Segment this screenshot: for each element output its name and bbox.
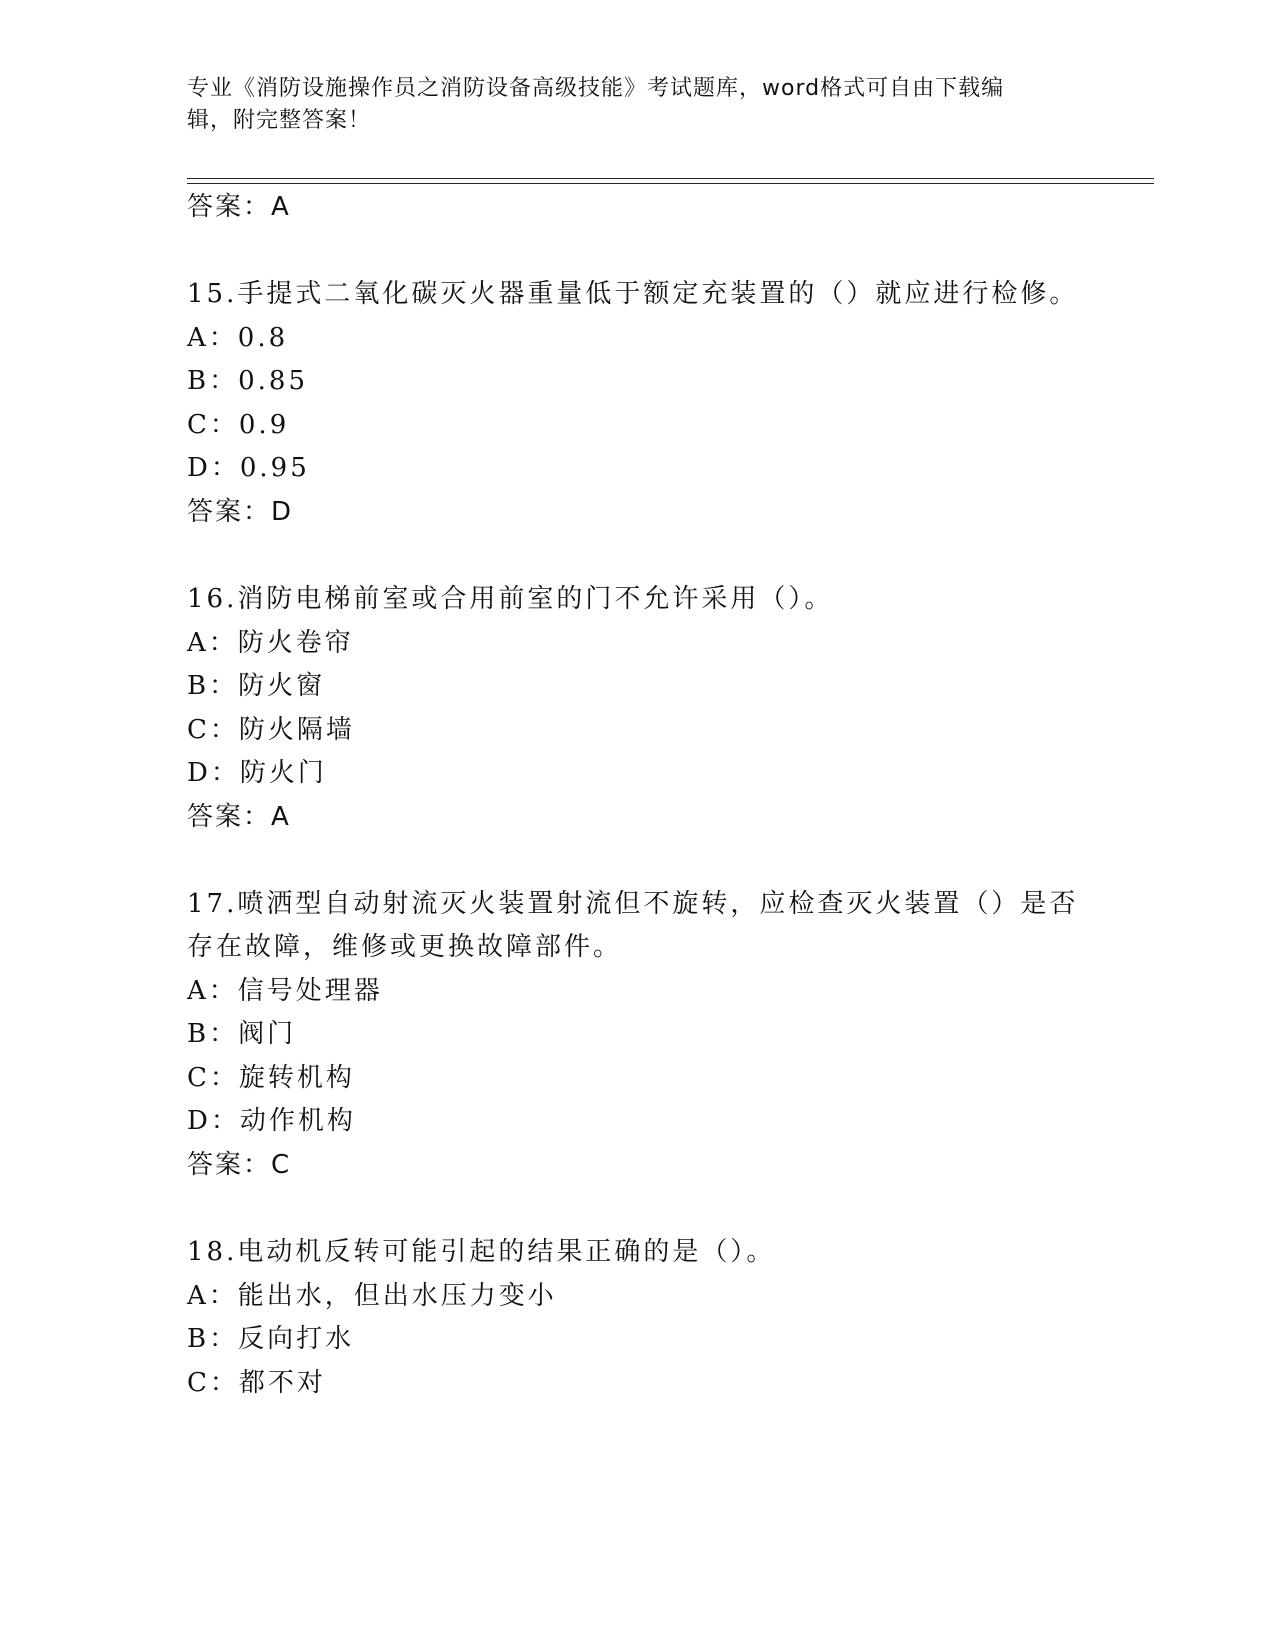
question-16-option-c: C：防火隔墙 bbox=[187, 715, 355, 745]
question-15-option-d: D：0.95 bbox=[187, 453, 310, 483]
header-line-2: 辑，附完整答案！ bbox=[187, 108, 372, 133]
question-15-answer: 答案：D bbox=[187, 497, 294, 527]
question-16-stem: 16.消防电梯前室或合用前室的门不允许采用（）。 bbox=[187, 584, 834, 614]
question-17-option-a: A：信号处理器 bbox=[187, 976, 383, 1006]
question-17-option-b: B：阀门 bbox=[187, 1019, 297, 1049]
question-18-option-b: B：反向打水 bbox=[187, 1324, 355, 1354]
question-17-option-c: C：旋转机构 bbox=[187, 1063, 355, 1093]
question-16-option-d: D：防火门 bbox=[187, 758, 327, 788]
question-16-option-b: B：防火窗 bbox=[187, 671, 326, 701]
question-15-option-c: C：0.9 bbox=[187, 410, 290, 440]
header-divider-top bbox=[187, 178, 1154, 179]
question-17-answer: 答案：C bbox=[187, 1150, 292, 1180]
question-17-option-d: D：动作机构 bbox=[187, 1106, 356, 1136]
question-16-option-a: A：防火卷帘 bbox=[187, 628, 354, 658]
question-17-stem-line-1: 17.喷洒型自动射流灭火装置射流但不旋转，应检查灭火装置（）是否 bbox=[187, 889, 1079, 919]
question-16-answer: 答案：A bbox=[187, 802, 291, 832]
question-15-stem: 15.手提式二氧化碳灭火器重量低于额定充装置的（）就应进行检修。 bbox=[187, 279, 1079, 309]
answer-previous: 答案：A bbox=[187, 192, 291, 222]
header-line-1: 专业《消防设施操作员之消防设备高级技能》考试题库，word格式可自由下载编 bbox=[187, 76, 1005, 101]
question-18-option-a: A：能出水，但出水压力变小 bbox=[187, 1281, 557, 1311]
question-18-option-c: C：都不对 bbox=[187, 1368, 326, 1398]
document-header bbox=[187, 73, 1067, 137]
question-15-option-b: B：0.85 bbox=[187, 366, 308, 396]
question-17-stem-line-2: 存在故障，维修或更换故障部件。 bbox=[187, 932, 623, 962]
question-18-stem: 18.电动机反转可能引起的结果正确的是（）。 bbox=[187, 1237, 776, 1267]
question-15-option-a: A：0.8 bbox=[187, 323, 289, 353]
header-divider-bottom bbox=[187, 183, 1154, 184]
